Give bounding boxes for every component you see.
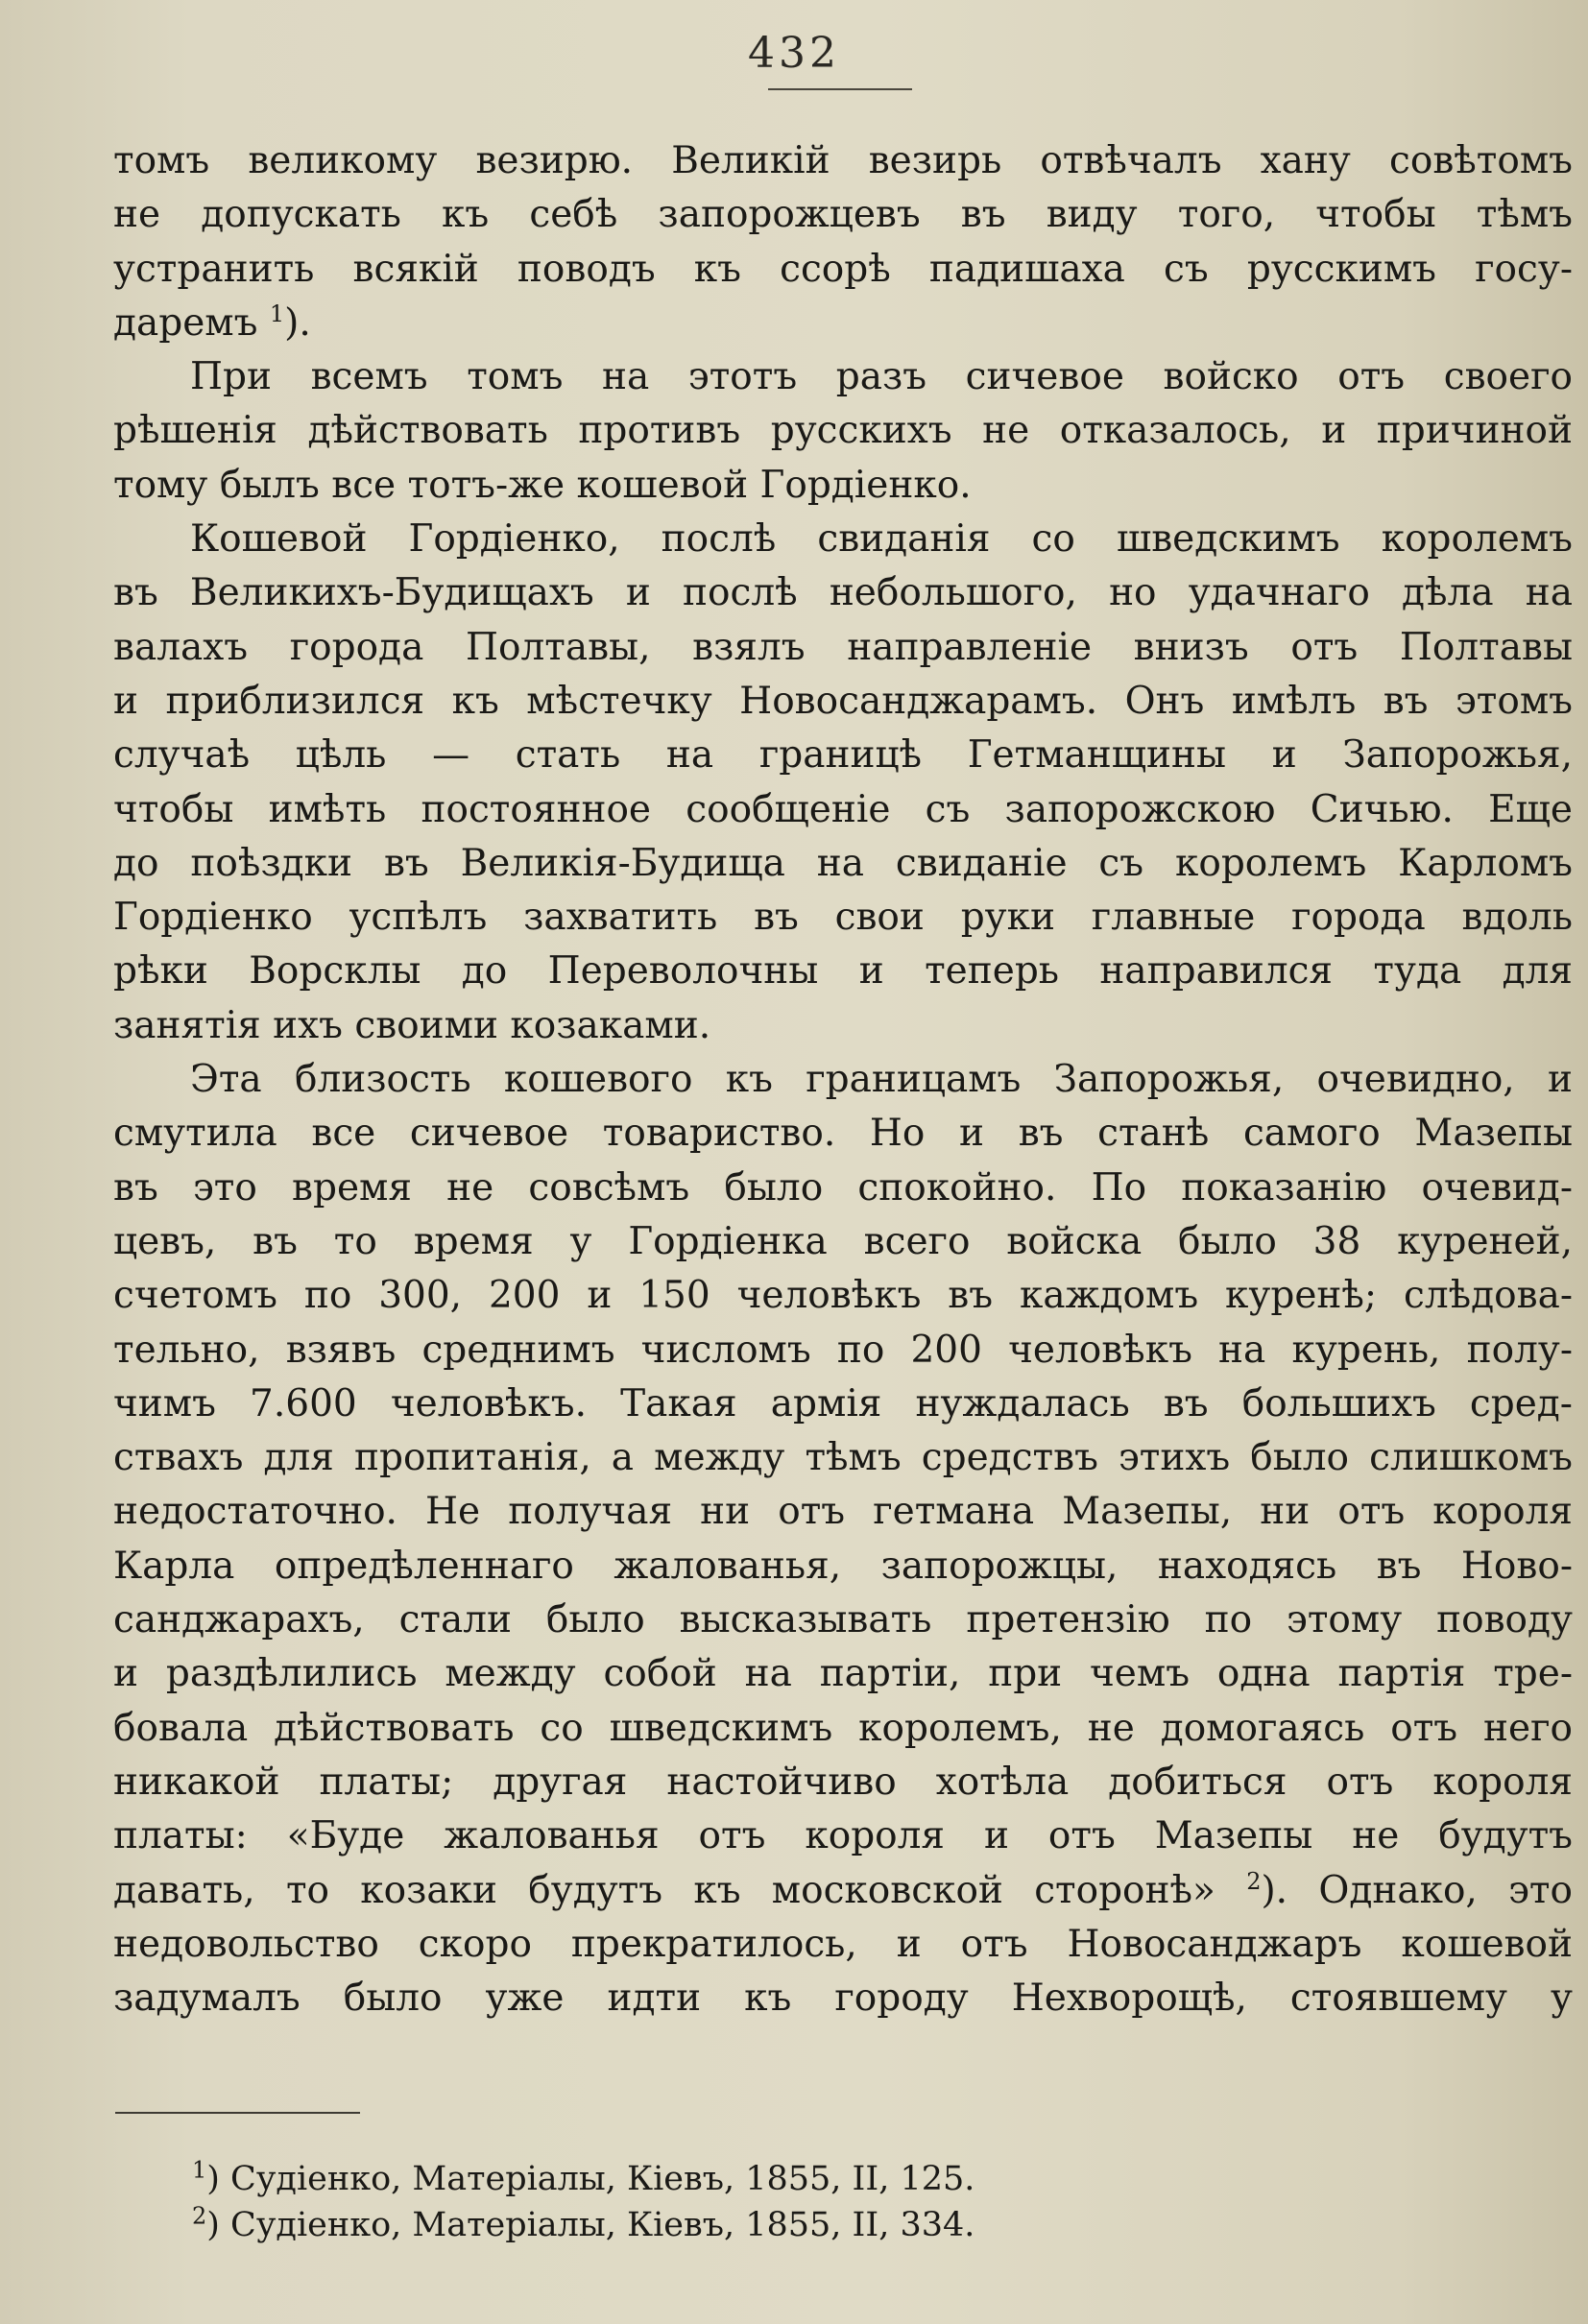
- text-line: Кошевой Гордіенко, послѣ свиданія со шведскимъ королемъ: [190, 517, 1573, 562]
- text-line: рѣки Ворсклы до Переволочны и теперь направился туда для: [113, 949, 1573, 994]
- text-line: до поѣздки въ Великія-Будища на свиданіе съ королемъ Карломъ: [113, 841, 1573, 885]
- text-line: санджарахъ, стали было высказывать претензію по этому поводу: [113, 1598, 1573, 1642]
- text-fragment: давать, то козаки будутъ къ московской сторонѣ»: [113, 1868, 1215, 1912]
- text-line: чтобы имѣть постоянное сообщеніе съ запорожскою Сичью. Еще: [113, 787, 1573, 831]
- text-line: никакой платы; другая настойчиво хотѣла добиться отъ короля: [113, 1760, 1573, 1804]
- footnotes: [192, 2156, 974, 2248]
- text-line: въ Великихъ-Будищахъ и послѣ небольшого, но удачнаго дѣла на: [113, 571, 1573, 615]
- paragraph: [113, 513, 1573, 1053]
- text-line: бовала дѣйствовать со шведскимъ королемъ, не домогаясь отъ него: [113, 1706, 1573, 1750]
- text-line: [113, 1864, 1573, 1918]
- footnote: [192, 2202, 974, 2248]
- text-line: цевъ, въ то время у Гордіенка всего войска было 38 куреней,: [113, 1219, 1573, 1263]
- text-line: ствахъ для пропитанія, а между тѣмъ средствъ этихъ было слишкомъ: [113, 1436, 1573, 1480]
- body-text: [113, 134, 1573, 2025]
- text-line: Карла опредѣленнаго жалованья, запорожцы, находясь въ Ново-: [113, 1544, 1573, 1588]
- text-line: въ это время не совсѣмъ было спокойно. По показанію очевид-: [113, 1165, 1573, 1210]
- text-line: платы: «Буде жалованья отъ короля и отъ Мазепы не будутъ: [113, 1814, 1573, 1858]
- text-line: валахъ города Полтавы, взялъ направленіе внизъ отъ Полтавы: [113, 625, 1573, 669]
- text-line: рѣшенія дѣйствовать противъ русскихъ не отказалось, и причиной: [113, 409, 1573, 453]
- text-line: смутила все сичевое товариство. Но и въ станѣ самого Мазепы: [113, 1112, 1573, 1156]
- text-line: задумалъ было уже идти къ городу Нехворощѣ, стоявшему у: [113, 1977, 1573, 2021]
- text-line: и приблизился къ мѣстечку Новосанджарамъ. Онъ имѣлъ въ этомъ: [113, 679, 1573, 723]
- text-line: недостаточно. Не получая ни отъ гетмана Мазепы, ни отъ короля: [113, 1490, 1573, 1534]
- paragraph: [113, 350, 1573, 513]
- text-line: устранить всякій поводъ къ ссорѣ падишаха съ русскимъ госу-: [113, 247, 1573, 291]
- footnote-mark: 2: [192, 2202, 207, 2230]
- text-line: не допускать къ себѣ запорожцевъ въ виду того, чтобы тѣмъ: [113, 193, 1573, 237]
- text-line: чимъ 7.600 человѣкъ. Такая армія нуждалась въ большихъ сред-: [113, 1381, 1573, 1426]
- text-fragment: ). Однако, это: [1261, 1868, 1573, 1912]
- page-number-rule: [768, 88, 912, 90]
- text-line: Гордіенко успѣлъ захватить въ свои руки главные города вдоль: [113, 896, 1573, 940]
- footnote-text: ) Судіенко, Матеріалы, Кіевъ, 1855, II, 125.: [206, 2160, 975, 2198]
- text-line: и раздѣлились между собой на партіи, при чемъ одна партія тре-: [113, 1652, 1573, 1696]
- text-line: недовольство скоро прекратилось, и отъ Новосанджаръ кошевой: [113, 1922, 1573, 1966]
- paragraph: [113, 1053, 1573, 2025]
- text-line: При всемъ томъ на этотъ разъ сичевое войско отъ своего: [190, 355, 1573, 399]
- paragraph: [113, 134, 1573, 350]
- footnote-rule: [115, 2112, 360, 2114]
- footnote-reference: 1: [269, 299, 285, 327]
- text-line: тому былъ все тотъ-же кошевой Гордіенко.: [113, 463, 972, 507]
- text-line: счетомъ по 300, 200 и 150 человѣкъ въ каждомъ куренѣ; слѣдова-: [113, 1274, 1573, 1318]
- text-line: случаѣ цѣль — стать на границѣ Гетманщины и Запорожья,: [113, 733, 1573, 778]
- text-fragment: даремъ: [113, 300, 258, 345]
- text-line: тельно, взявъ среднимъ числомъ по 200 человѣкъ на курень, полу-: [113, 1328, 1573, 1372]
- footnote-mark: 1: [192, 2156, 207, 2184]
- text-line: Эта близость кошевого къ границамъ Запорожья, очевидно, и: [190, 1058, 1573, 1102]
- text-line: томъ великому везирю. Великій везирь отвѣчалъ хану совѣтомъ: [113, 139, 1573, 182]
- text-fragment: ).: [284, 300, 311, 345]
- footnote-text: ) Судіенко, Матеріалы, Кіевъ, 1855, II, 334.: [206, 2206, 975, 2244]
- footnote: [192, 2156, 974, 2202]
- text-line: занятія ихъ своими козаками.: [113, 1003, 711, 1047]
- page-number: 432: [748, 29, 840, 78]
- text-line: [113, 297, 1573, 350]
- footnote-reference: 2: [1246, 1867, 1262, 1895]
